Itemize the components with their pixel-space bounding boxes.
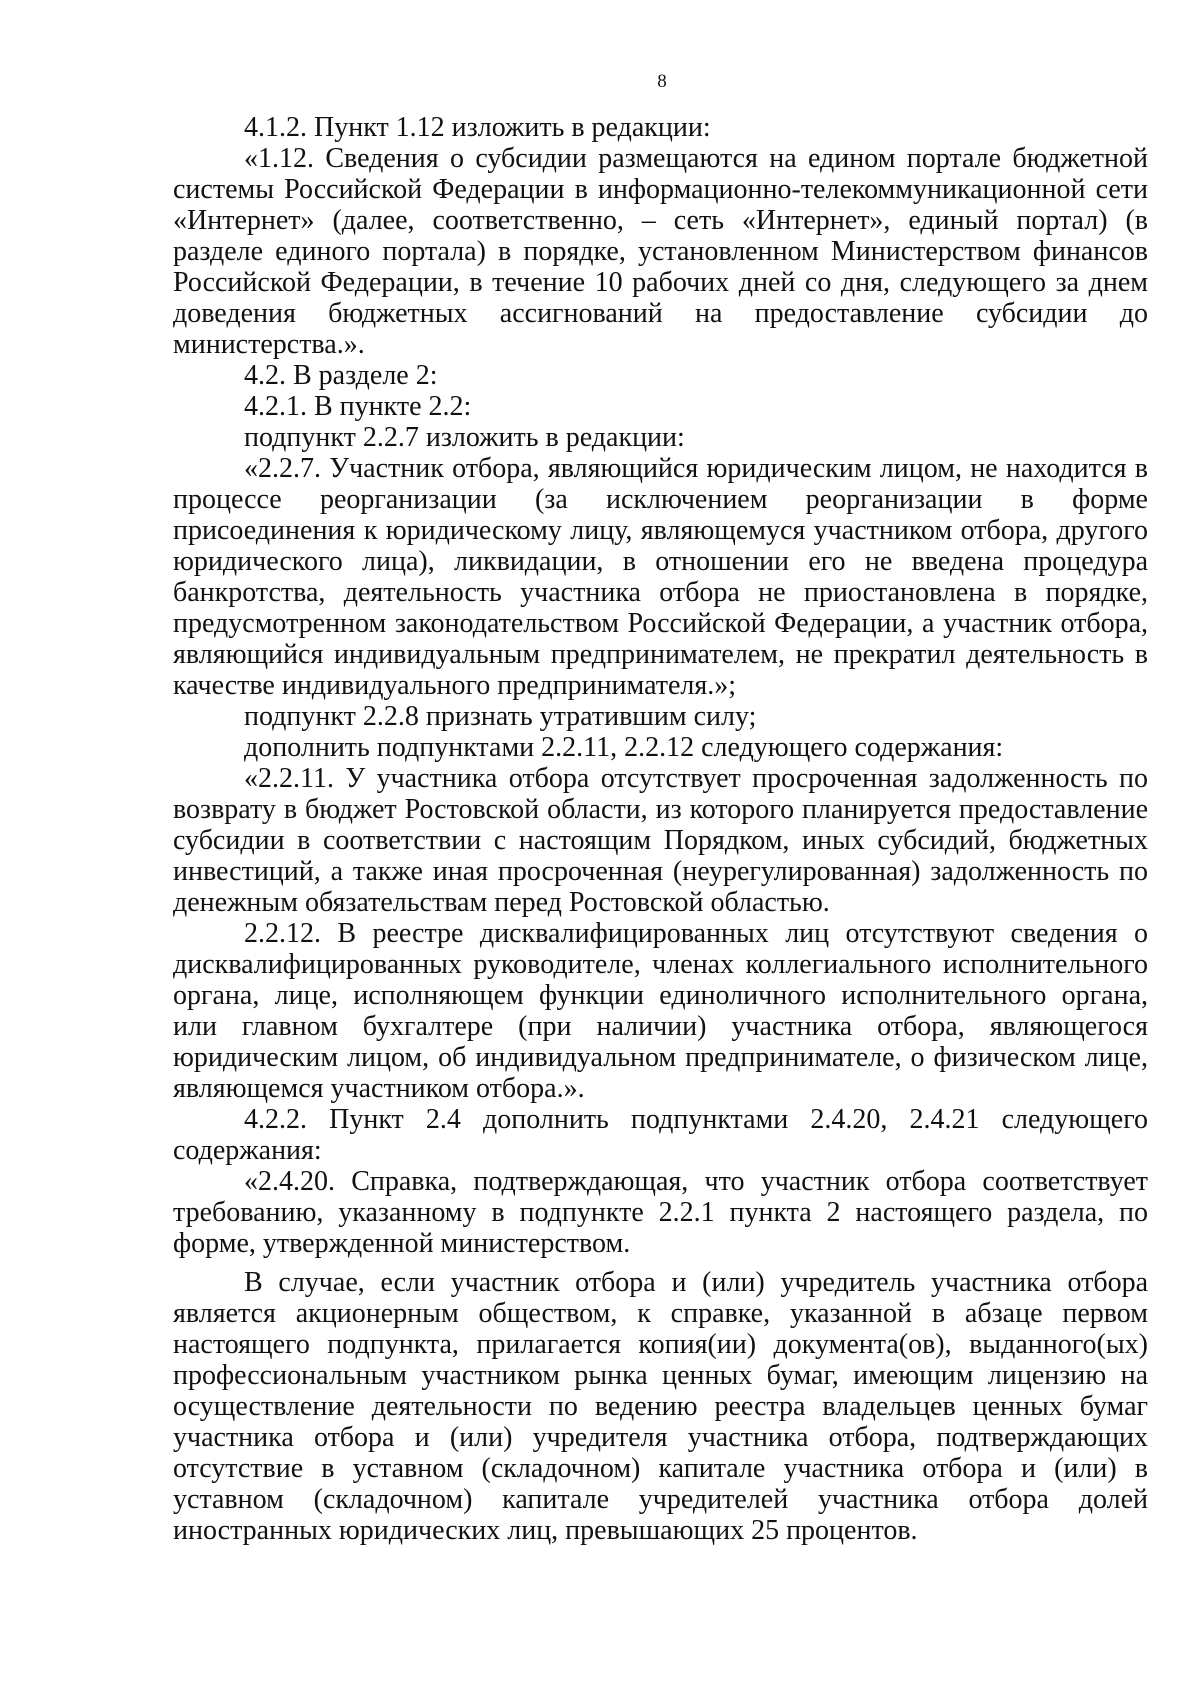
paragraph-4-2-2: 4.2.2. Пункт 2.4 дополнить подпунктами 2.4.20, 2.4.21 следующего содержания: (173, 1104, 1148, 1166)
paragraph-2-2-11-quote: «2.2.11. У участника отбора отсутствует просроченная задолженность по возврату в бюджет Ростовской области, из которого планируется предоставление субсидии в соответствии с настоящим Порядком, иных субсидий, бюджетных инвестиций, а также иная просроченная (неурегулированная) задолженность по денежным обязательствам перед Ростовской областью. (173, 763, 1148, 918)
paragraph-1-12-quote: «1.12. Сведения о субсидии размещаются на едином портале бюджетной системы Российской Федерации в информационно-телекоммуникационной сети «Интернет» (далее, соответственно, – сеть «Интернет», единый портал) (в разделе единого портала) в порядке, установленном Министерством финансов Российской Федерации, в течение 10 рабочих дней со дня, следующего за днем доведения бюджетных ассигнований на предоставление субсидии до министерства.». (173, 143, 1148, 360)
paragraph-subpoint-2-2-7-intro: подпункт 2.2.7 изложить в редакции: (244, 422, 685, 453)
paragraph-2-2-12: 2.2.12. В реестре дисквалифицированных лиц отсутствуют сведения о дисквалифицированных руководителе, членах коллегиального исполнительного органа, лице, исполняющем функции единоличного исполнительного органа, или главном бухгалтере (при наличии) участника отбора, являющегося юридическим лицом, об индивидуальном предпринимателе, о физическом лице, являющемся участником отбора.». (173, 918, 1148, 1104)
page-number: 8 (657, 71, 667, 92)
paragraph-joint-stock-case: В случае, если участник отбора и (или) учредитель участника отбора является акционерным обществом, к справке, указанной в абзаце первом настоящего подпункта, прилагается копия(ии) документа(ов), выданного(ых) профессиональным участником рынка ценных бумаг, имеющим лицензию на осуществление деятельности по ведению реестра владельцев ценных бумаг участника отбора и (или) учредителя участника отбора, подтверждающих отсутствие в уставном (складочном) капитале участника отбора и (или) в уставном (складочном) капитале учредителей участника отбора долей иностранных юридических лиц, превышающих 25 процентов. (173, 1267, 1148, 1546)
paragraph-add-2-2-11-2-2-12: дополнить подпунктами 2.2.11, 2.2.12 следующего содержания: (244, 732, 1004, 763)
paragraph-2-4-20-quote: «2.4.20. Справка, подтверждающая, что участник отбора соответствует требованию, указанному в подпункте 2.2.1 пункта 2 настоящего раздела, по форме, утвержденной министерством. (173, 1166, 1148, 1259)
paragraph-4-2: 4.2. В разделе 2: (244, 360, 438, 391)
paragraph-2-2-7-quote: «2.2.7. Участник отбора, являющийся юридическим лицом, не находится в процессе реорганизации (за исключением реорганизации в форме присоединения к юридическому лицу, являющемуся участником отбора, другого юридического лица), ликвидации, в отношении его не введена процедура банкротства, деятельность участника отбора не приостановлена в порядке, предусмотренном законодательством Российской Федерации, а участник отбора, являющийся индивидуальным предпринимателем, не прекратил деятельность в качестве индивидуального предпринимателя.»; (173, 453, 1148, 701)
paragraph-4-2-1: 4.2.1. В пункте 2.2: (244, 391, 472, 422)
paragraph-4-1-2: 4.1.2. Пункт 1.12 изложить в редакции: (244, 112, 711, 143)
paragraph-2-2-8-void: подпункт 2.2.8 признать утратившим силу; (244, 701, 757, 732)
document-body (173, 112, 1148, 1546)
